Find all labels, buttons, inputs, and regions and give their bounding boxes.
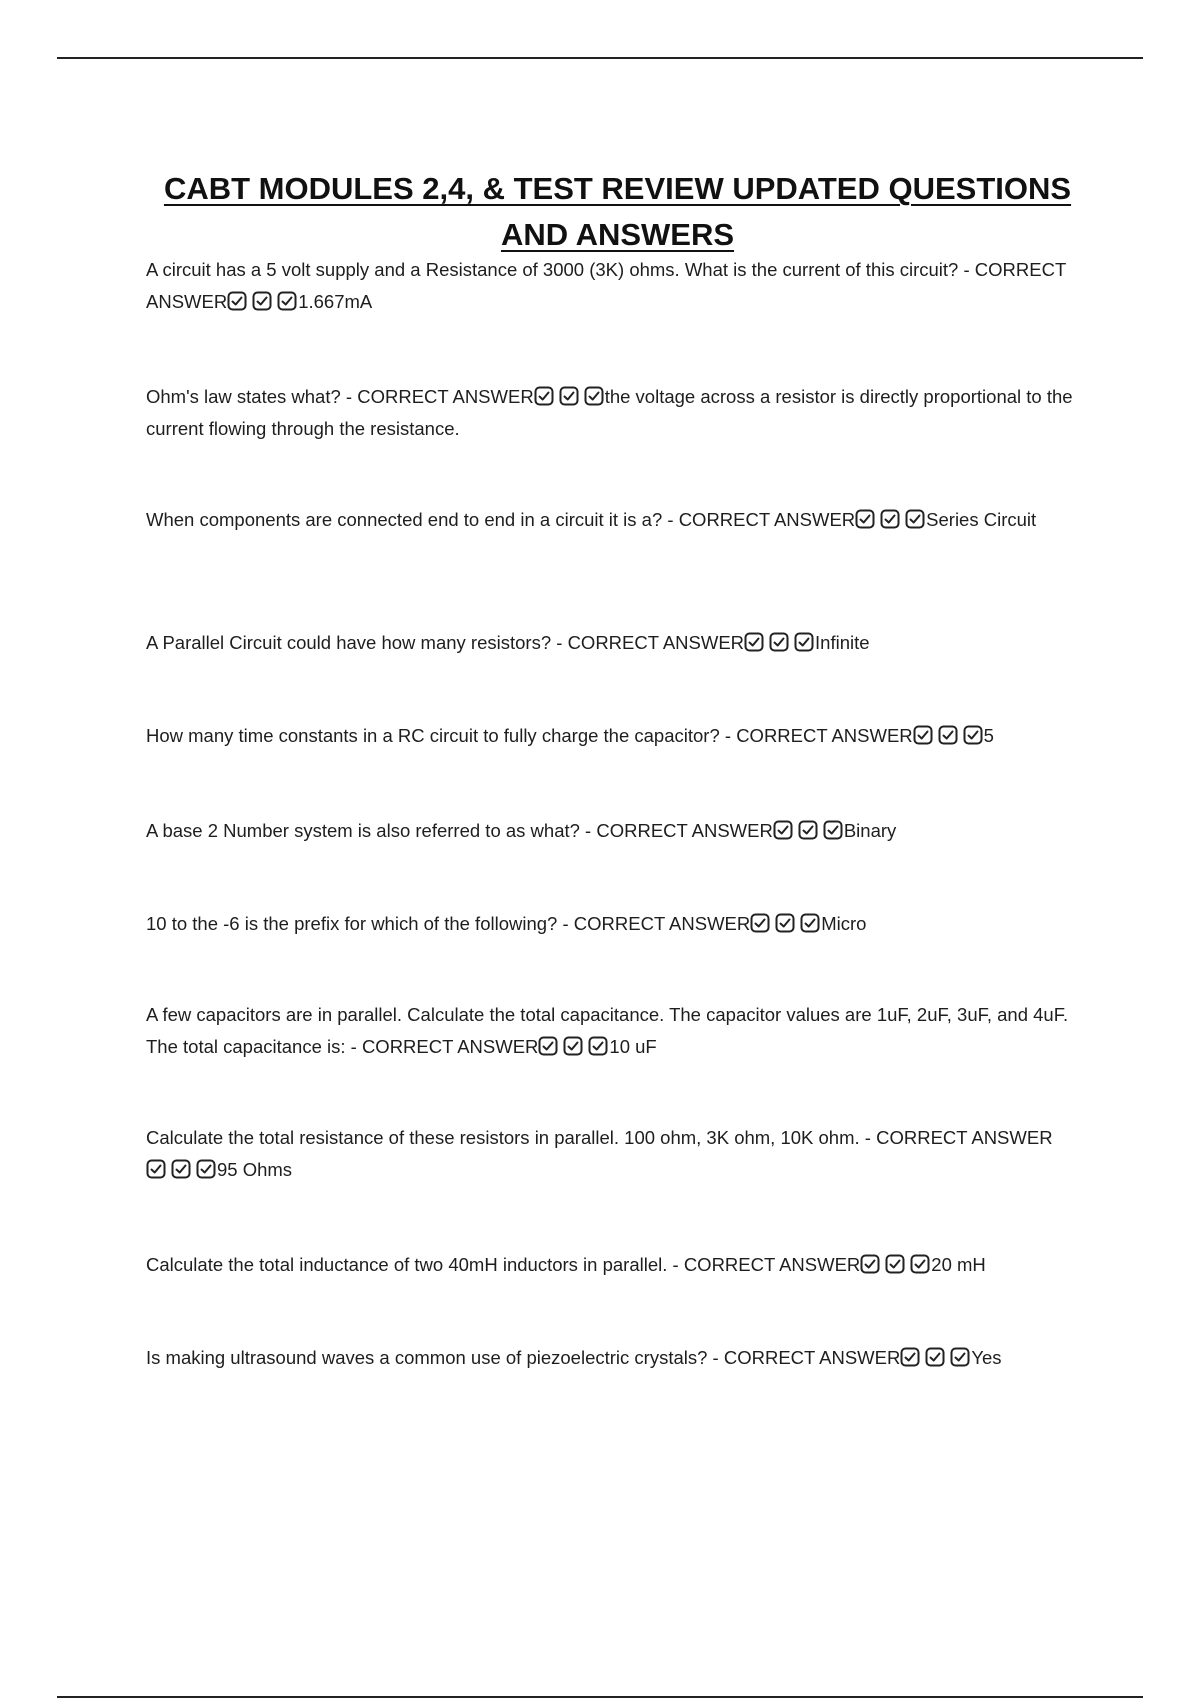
qa-item — [146, 1249, 1081, 1281]
question-text: Calculate the total inductance of two 40mH inductors in parallel. — [146, 1254, 668, 1275]
answer-text: 5 — [983, 725, 994, 746]
answer-text: Yes — [971, 1347, 1002, 1368]
answer-text: 1.667mA — [298, 291, 373, 312]
qa-item — [146, 254, 1081, 318]
check-group — [913, 725, 984, 746]
answer-separator: - CORRECT ANSWER — [551, 632, 745, 653]
qa-item — [146, 999, 1081, 1063]
qa-item — [146, 720, 1081, 752]
checkbox-checked-icon — [900, 1347, 920, 1367]
checkbox-checked-icon — [913, 725, 933, 745]
checkbox-checked-icon — [880, 509, 900, 529]
answer-text: Infinite — [815, 632, 870, 653]
check-group — [538, 1036, 609, 1057]
checkbox-checked-icon — [794, 632, 814, 652]
answer-separator: - CORRECT ANSWER — [719, 725, 913, 746]
answer-text: 10 uF — [609, 1036, 657, 1057]
answer-separator: - CORRECT ANSWER — [345, 1036, 539, 1057]
question-text: A few capacitors are in parallel. Calculate the total capacitance. The capacitor values are 1uF, 2uF, 3uF, and 4uF. The total capacitance is: — [146, 1004, 1069, 1057]
answer-separator: - CORRECT ANSWER — [859, 1127, 1053, 1148]
check-group — [900, 1347, 971, 1368]
qa-item — [146, 1122, 1081, 1186]
question-text: When components are connected end to end in a circuit it is a? — [146, 509, 663, 530]
answer-separator: - CORRECT ANSWER — [146, 259, 1066, 312]
check-group — [227, 291, 298, 312]
qa-item — [146, 815, 1081, 847]
check-group — [773, 820, 844, 841]
checkbox-checked-icon — [252, 291, 272, 311]
checkbox-checked-icon — [823, 820, 843, 840]
checkbox-checked-icon — [773, 820, 793, 840]
answer-text: Series Circuit — [926, 509, 1037, 530]
answer-text: Binary — [843, 820, 897, 841]
question-text: Is making ultrasound waves a common use of piezoelectric crystals? — [146, 1347, 708, 1368]
question-text: A circuit has a 5 volt supply and a Resistance of 3000 (3K) ohms. What is the current of this circuit? — [146, 259, 959, 280]
checkbox-checked-icon — [744, 632, 764, 652]
checkbox-checked-icon — [910, 1254, 930, 1274]
checkbox-checked-icon — [563, 1036, 583, 1056]
answer-text: the voltage across a resistor is directly proportional to the current flowing through the resistance. — [146, 386, 1073, 439]
checkbox-checked-icon — [775, 913, 795, 933]
checkbox-checked-icon — [146, 1159, 166, 1179]
checkbox-checked-icon — [798, 820, 818, 840]
answer-text: 95 Ohms — [217, 1159, 293, 1180]
checkbox-checked-icon — [538, 1036, 558, 1056]
checkbox-checked-icon — [171, 1159, 191, 1179]
checkbox-checked-icon — [196, 1159, 216, 1179]
question-text: How many time constants in a RC circuit to fully charge the capacitor? — [146, 725, 720, 746]
check-group — [860, 1254, 931, 1275]
check-group — [855, 509, 926, 530]
question-text: Ohm's law states what? — [146, 386, 341, 407]
check-group — [744, 632, 815, 653]
checkbox-checked-icon — [800, 913, 820, 933]
answer-text: Micro — [821, 913, 867, 934]
checkbox-checked-icon — [559, 386, 579, 406]
checkbox-checked-icon — [855, 509, 875, 529]
checkbox-checked-icon — [950, 1347, 970, 1367]
document-title: CABT MODULES 2,4, & TEST REVIEW UPDATED QUESTIONS AND ANSWERS — [163, 170, 1072, 252]
qa-item — [146, 381, 1081, 445]
qa-item — [146, 504, 1081, 536]
checkbox-checked-icon — [938, 725, 958, 745]
checkbox-checked-icon — [860, 1254, 880, 1274]
top-rule — [57, 57, 1143, 59]
question-text: A Parallel Circuit could have how many resistors? — [146, 632, 552, 653]
question-text: 10 to the -6 is the prefix for which of the following? — [146, 913, 558, 934]
qa-item — [146, 908, 1081, 940]
answer-separator: - CORRECT ANSWER — [707, 1347, 901, 1368]
check-group — [750, 913, 821, 934]
checkbox-checked-icon — [750, 913, 770, 933]
checkbox-checked-icon — [584, 386, 604, 406]
answer-text: 20 mH — [931, 1254, 986, 1275]
answer-separator: - CORRECT ANSWER — [340, 386, 534, 407]
checkbox-checked-icon — [588, 1036, 608, 1056]
checkbox-checked-icon — [277, 291, 297, 311]
checkbox-checked-icon — [925, 1347, 945, 1367]
question-text: Calculate the total resistance of these resistors in parallel. 100 ohm, 3K ohm, 10K ohm. — [146, 1127, 860, 1148]
checkbox-checked-icon — [905, 509, 925, 529]
qa-item — [146, 1342, 1081, 1374]
checkbox-checked-icon — [769, 632, 789, 652]
checkbox-checked-icon — [227, 291, 247, 311]
checkbox-checked-icon — [963, 725, 983, 745]
answer-separator: - CORRECT ANSWER — [557, 913, 751, 934]
qa-item — [146, 627, 1081, 659]
check-group — [534, 386, 605, 407]
check-group — [146, 1159, 217, 1180]
question-text: A base 2 Number system is also referred to as what? — [146, 820, 580, 841]
answer-separator: - CORRECT ANSWER — [667, 1254, 861, 1275]
bottom-rule — [57, 1696, 1143, 1698]
answer-separator: - CORRECT ANSWER — [579, 820, 773, 841]
answer-separator: - CORRECT ANSWER — [662, 509, 856, 530]
checkbox-checked-icon — [885, 1254, 905, 1274]
checkbox-checked-icon — [534, 386, 554, 406]
